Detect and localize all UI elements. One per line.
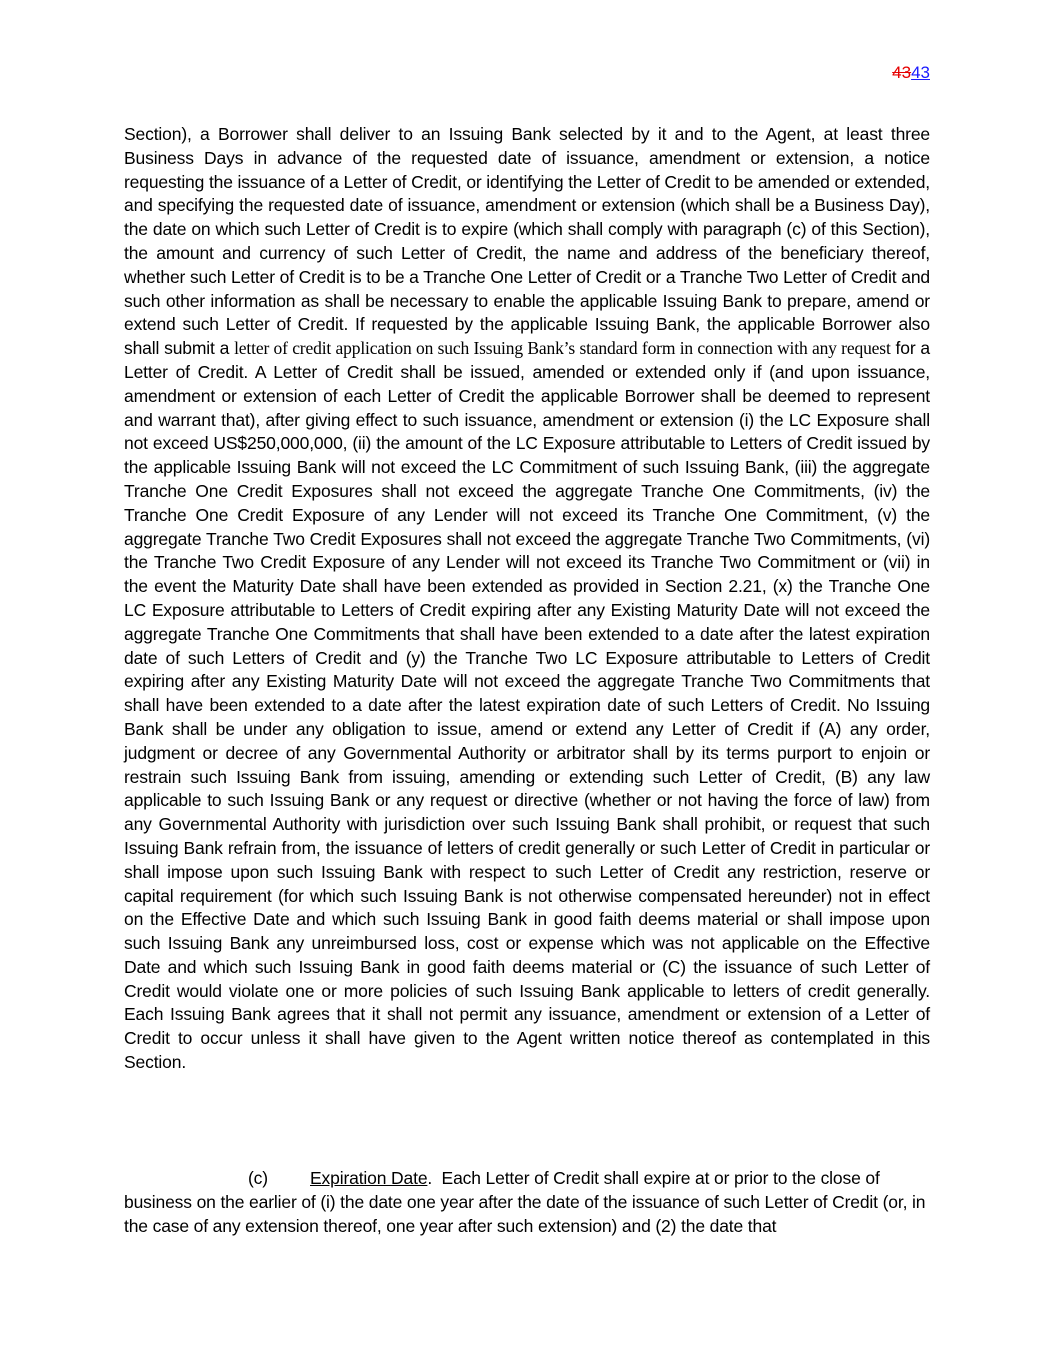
paragraph-c [124, 1167, 936, 1238]
page-number [892, 63, 930, 83]
paragraph-c-text: Each Letter of Credit shall expire at or prior to the close of business on the earlier of (i) the date one year after the date of the issuance of such Letter of Credit (or, in the case of any extension thereof, one year after such extension) and (2) the date that [124, 1168, 931, 1236]
paragraph-b-text-part3: for a Letter of Credit. A Letter of Credit shall be issued, amended or extended only if (and upon issuance, amendment or extension of each Letter of Credit the applicable Borrower shall be deemed to represent and warrant that), after giving effect to such issuance, amendment or extension (i) the LC Exposure shall not exceed US$250,000,000, (ii) the amount of the LC Exposure attributable to Letters of Credit issued by the applicable Issuing Bank will not exceed the LC Commitment of such Issuing Bank, (iii) the aggregate Tranche One Credit Exposures shall not exceed the aggregate Tranche One Commitments, (iv) the Tranche One Credit Exposure of any Lender will not exceed its Tranche One Commitment, (v) the aggregate Tranche Two Credit Exposures shall not exceed the aggregate Tranche Two Commitments, (vi) the Tranche Two Credit Exposure of any Lender will not exceed its Tranche Two Commitment or (vii) in the event the Maturity Date shall have been extended as provided in Section 2.21, (x) the Tranche One LC Exposure attributable to Letters of Credit expiring after any Existing Maturity Date will not exceed the aggregate Tranche One Commitments that shall have been extended to a date after the latest expiration date of such Letters of Credit and (y) the Tranche Two LC Exposure attributable to Letters of Credit expiring after any Existing Maturity Date will not exceed the aggregate Tranche Two Commitments that shall have been extended to a date after the latest expiration date of such Letters of Credit. No Issuing Bank shall be under any obligation to issue, amend or extend any Letter of Credit if (A) any order, judgment or decree of any Governmental Authority or arbitrator shall by its terms purport to enjoin or restrain such Issuing Bank from issuing, amending or extending such Letter of Credit, (B) any law applicable to such Issuing Bank or any request or directive (whether or not having the force of law) from any Governmental Authority with jurisdiction over such Issuing Bank shall prohibit, or request that such Issuing Bank refrain from, the issuance of letters of credit generally or such Letter of Credit in particular or shall impose upon such Issuing Bank with respect to such Letter of Credit any restriction, reserve or capital requirement (for which such Issuing Bank is not otherwise compensated hereunder) not in effect on the Effective Date and which such Issuing Bank in good faith deems material or shall impose upon such Issuing Bank any unreimbursed loss, cost or expense which was not applicable on the Effective Date and which such Issuing Bank in good faith deems material or (C) the issuance of such Letter of Credit would violate one or more policies of such Issuing Bank applicable to letters of credit generally. Each Issuing Bank agrees that it shall not permit any issuance, amendment or extension of a Letter of Credit to occur unless it shall have given to the Agent written notice thereof as contemplated in this Section. [124, 338, 930, 1073]
page-number-inserted: 43 [911, 63, 930, 82]
paragraph-c-label: (c) [248, 1168, 268, 1188]
paragraph-c-heading-suffix: . [427, 1168, 433, 1188]
paragraph-c-heading: Expiration Date [310, 1168, 428, 1188]
paragraph-b-text-serif-line: letter of credit application on such Issuing Bank’s standard form in connection with any request [234, 338, 891, 359]
paragraph-b-text-part1: Section), a Borrower shall deliver to an Issuing Bank selected by it and to the Agent, at least three Business Days in advance of the requested date of issuance, amendment or extension, a notice requesting the issuance of a Letter of Credit, or identifying the Letter of Credit to be amended or extended, and specifying the requested date of issuance, amendment or extension (which shall be a Business Day), the date on which such Letter of Credit is to expire (which shall comply with paragraph (c) of this Section), the amount and currency of such Letter of Credit, the name and address of the beneficiary thereof, whether such Letter of Credit is to be a Tranche One Letter of Credit or a Tranche Two Letter of Credit and such other information as shall be necessary to enable the applicable Issuing Bank to prepare, amend or extend such Letter of Credit. If requested by the applicable Issuing Bank, the applicable Borrower also shall submit a [124, 124, 930, 359]
paragraph-b-continued [124, 123, 930, 1075]
page-number-deleted: 43 [892, 63, 912, 82]
